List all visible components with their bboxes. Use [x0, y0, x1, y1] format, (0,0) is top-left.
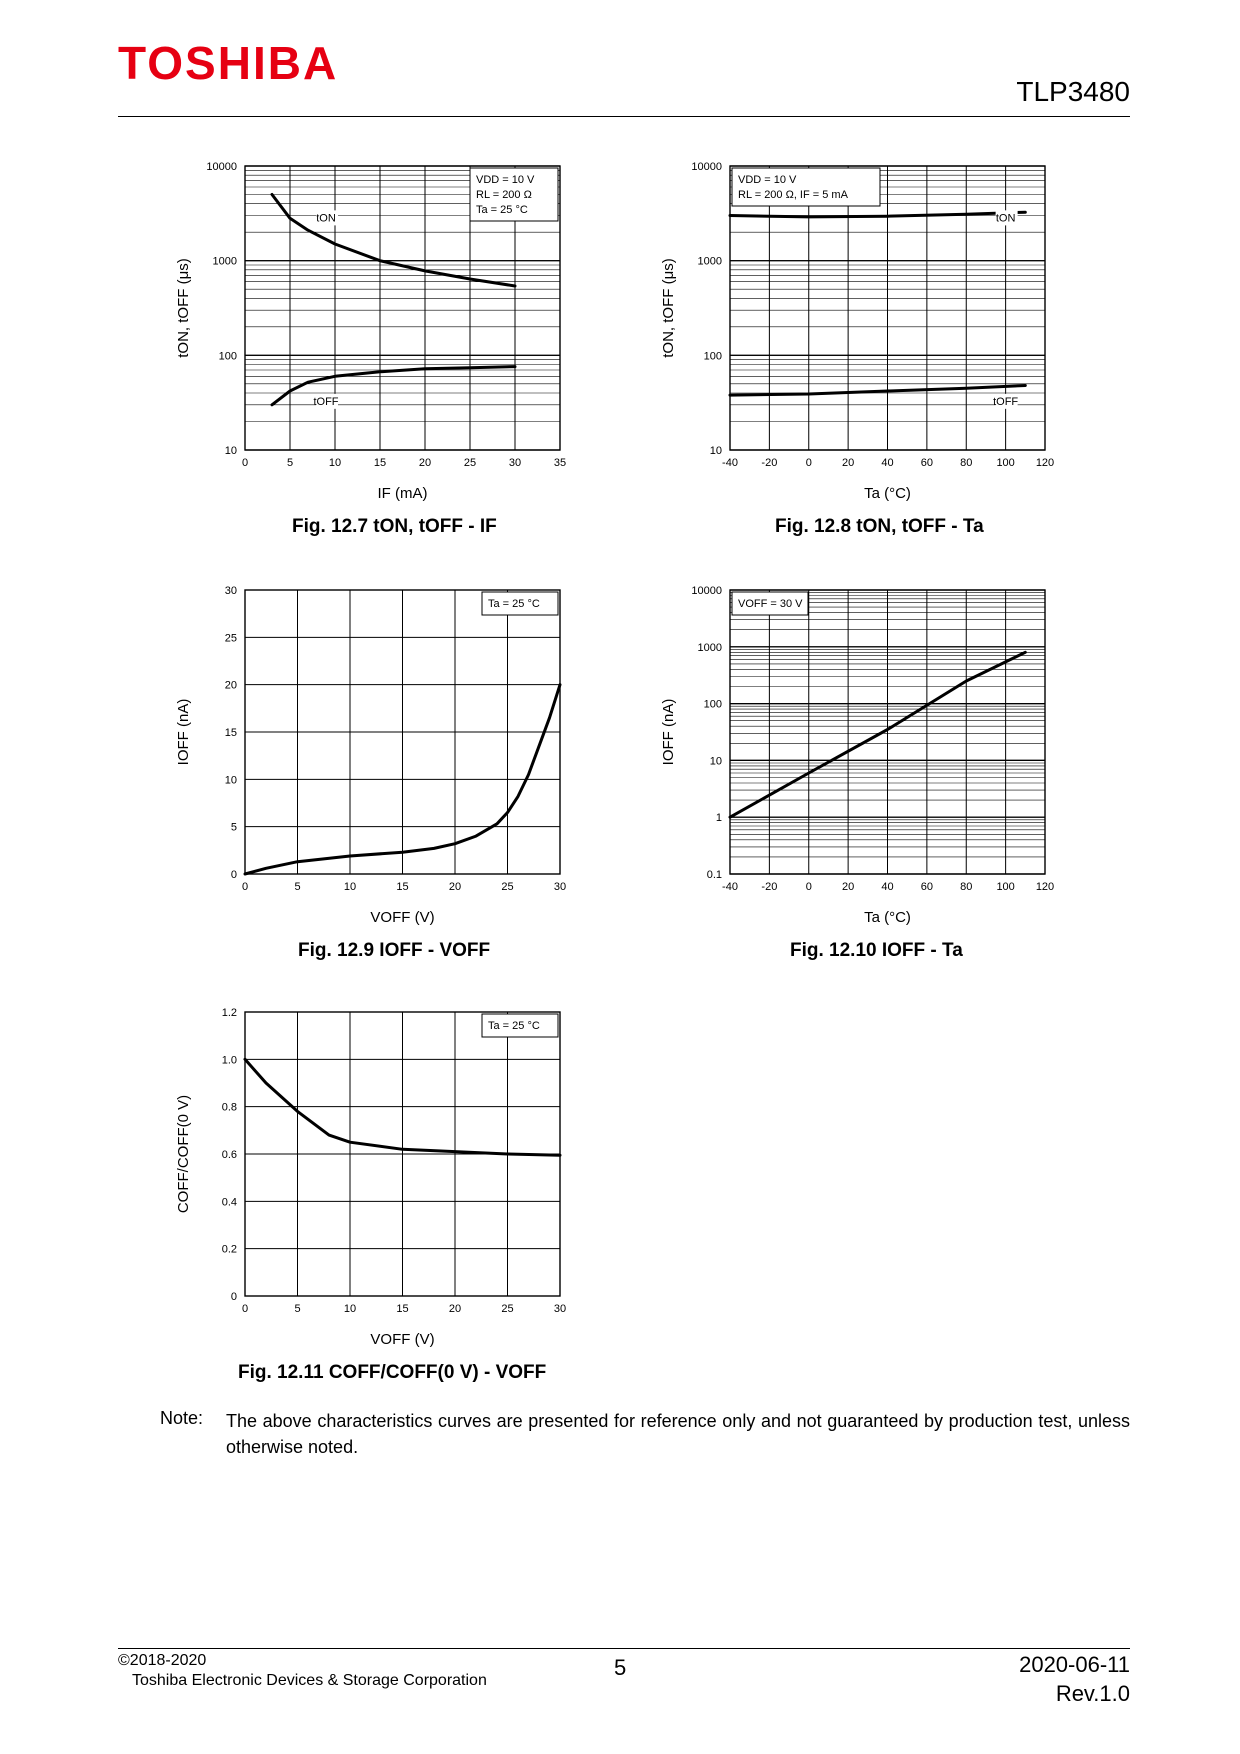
condition-text: RL = 200 Ω	[476, 189, 532, 201]
x-tick-label: 25	[463, 457, 477, 469]
y-tick-label: 1000	[212, 255, 237, 268]
y-tick-label: 1.0	[221, 1054, 237, 1067]
y-axis-label: COFF/COFF(0 V)	[175, 1094, 192, 1214]
x-tick-label: 10	[328, 457, 342, 469]
y-axis-label: tON, tOFF (μs)	[175, 258, 192, 358]
x-tick-label: 40	[881, 457, 894, 469]
y-tick-label: 100	[703, 698, 722, 711]
y-tick-label: 1000	[697, 255, 722, 268]
caption-fig-12-9: Fig. 12.9 IOFF - VOFF	[298, 940, 491, 961]
x-tick-label: 60	[920, 457, 933, 469]
x-axis-label: Ta (°C)	[864, 909, 911, 926]
x-axis-label: VOFF (V)	[370, 1331, 435, 1348]
caption-fig-12-7: Fig. 12.7 tON, tOFF - IF	[292, 516, 497, 537]
x-axis-label: VOFF (V)	[370, 909, 435, 926]
y-tick-label: 0.1	[706, 869, 722, 881]
part-number: TLP3480	[1016, 76, 1130, 107]
y-tick-label: 25	[224, 632, 237, 645]
x-tick-label: 80	[960, 881, 973, 893]
chart-fig-12-11	[160, 996, 610, 1356]
series-label: tOFF	[313, 395, 339, 408]
x-tick-label: 5	[294, 881, 301, 893]
series-line-ton	[730, 212, 1025, 217]
toshiba-logo: TOSHIBA	[118, 37, 339, 89]
y-axis-label: tON, tOFF (μs)	[660, 258, 677, 358]
x-tick-label: 25	[501, 881, 514, 893]
y-tick-label: 10000	[691, 161, 722, 173]
x-tick-label: 0	[241, 881, 249, 893]
chart-fig-12-8-svg	[645, 150, 1095, 510]
footer-company: Toshiba Electronic Devices & Storage Corporation	[132, 1672, 487, 1689]
condition-text: Ta = 25 °C	[488, 598, 540, 610]
chart-fig-12-10	[645, 574, 1095, 934]
condition-text: VDD = 10 V	[476, 174, 535, 186]
x-tick-label: 60	[920, 881, 933, 893]
y-tick-label: 1	[715, 812, 722, 825]
series-line-curve	[730, 652, 1025, 817]
series-line-toff	[272, 367, 515, 405]
y-tick-label: 0.4	[221, 1196, 237, 1209]
y-tick-label: 10	[224, 774, 237, 787]
caption-fig-12-10: Fig. 12.10 IOFF - Ta	[790, 940, 963, 961]
note-label: Note:	[160, 1408, 204, 1428]
series-label: tON	[995, 212, 1016, 225]
footer-revision: Rev.1.0	[1055, 1681, 1130, 1706]
x-tick-label: 20	[842, 881, 855, 893]
y-tick-label: 10	[709, 755, 722, 768]
y-tick-label: 20	[224, 679, 237, 692]
y-axis-label: IOFF (nA)	[660, 698, 677, 766]
y-tick-label: 0.2	[221, 1243, 237, 1256]
x-tick-label: 0	[241, 1303, 249, 1315]
x-tick-label: 20	[448, 1303, 462, 1315]
x-tick-label: 35	[553, 457, 567, 469]
x-tick-label: 5	[286, 457, 294, 469]
x-tick-label: 15	[373, 457, 387, 469]
y-tick-label: 5	[230, 821, 237, 834]
chart-fig-12-11-svg	[160, 996, 610, 1356]
header-rule	[118, 116, 1130, 117]
y-tick-label: 10	[224, 445, 237, 457]
condition-text: VDD = 10 V	[738, 174, 797, 186]
x-axis-label: IF (mA)	[377, 485, 428, 502]
y-tick-label: 10	[709, 445, 722, 457]
y-tick-label: 100	[218, 350, 237, 363]
footer-copyright: ©2018-2020	[118, 1652, 207, 1669]
x-tick-label: 100	[996, 881, 1015, 893]
x-tick-label: 20	[448, 881, 462, 893]
x-tick-label: 0	[805, 881, 812, 893]
x-tick-label: 30	[553, 881, 567, 893]
y-tick-label: 0.8	[221, 1101, 237, 1114]
x-tick-label: 0	[241, 457, 249, 469]
x-tick-label: 80	[960, 457, 973, 469]
condition-text: RL = 200 Ω, IF = 5 mA	[738, 189, 848, 201]
x-tick-label: 20	[418, 457, 432, 469]
x-tick-label: -40	[722, 881, 738, 893]
caption-fig-12-8: Fig. 12.8 tON, tOFF - Ta	[775, 516, 984, 537]
y-tick-label: 0.6	[221, 1149, 237, 1161]
condition-text: Ta = 25 °C	[476, 204, 528, 216]
y-tick-label: 100	[703, 350, 722, 363]
footer-rule	[118, 1648, 1130, 1649]
footer-date: 2020-06-11	[1019, 1652, 1130, 1677]
y-tick-label: 1.2	[221, 1007, 237, 1019]
footer-page-number: 5	[614, 1655, 627, 1680]
x-tick-label: 15	[396, 881, 409, 893]
x-tick-label: 40	[881, 881, 894, 893]
grid	[245, 590, 560, 874]
x-tick-label: 10	[343, 1303, 357, 1315]
chart-fig-12-8	[645, 150, 1095, 510]
x-tick-label: 0	[805, 457, 812, 469]
series-line-toff	[730, 386, 1025, 396]
x-tick-label: 10	[343, 881, 357, 893]
chart-fig-12-7-svg	[160, 150, 610, 510]
chart-fig-12-7	[160, 150, 610, 510]
x-tick-label: -20	[761, 881, 778, 893]
chart-fig-12-10-svg	[645, 574, 1095, 934]
x-tick-label: -20	[761, 457, 778, 469]
x-tick-label: 100	[996, 457, 1015, 469]
x-tick-label: 25	[501, 1303, 514, 1315]
chart-fig-12-9	[160, 574, 610, 934]
x-tick-label: 5	[294, 1303, 301, 1315]
chart-fig-12-9-svg	[160, 574, 610, 934]
x-tick-label: 20	[842, 457, 855, 469]
x-tick-label: 120	[1035, 881, 1055, 893]
y-tick-label: 15	[224, 727, 237, 739]
condition-text: VOFF = 30 V	[738, 598, 803, 610]
y-tick-label: 1000	[697, 641, 722, 654]
grid	[730, 590, 1045, 874]
x-tick-label: 30	[508, 457, 522, 469]
y-tick-label: 10000	[691, 585, 722, 597]
y-tick-label: 10000	[206, 161, 237, 173]
series-label: tON	[316, 212, 336, 225]
x-axis-label: Ta (°C)	[864, 485, 911, 502]
note-text: The above characteristics curves are presented for reference only and not guaranteed by production test, unless otherwise noted.	[226, 1411, 1130, 1457]
condition-text: Ta = 25 °C	[488, 1020, 540, 1032]
x-tick-label: 120	[1035, 457, 1055, 469]
x-tick-label: 30	[553, 1303, 567, 1315]
caption-fig-12-11: Fig. 12.11 COFF/COFF(0 V) - VOFF	[238, 1362, 547, 1383]
x-tick-label: -40	[722, 457, 738, 469]
series-label: tOFF	[993, 395, 1019, 408]
y-tick-label: 0	[230, 1291, 237, 1303]
x-tick-label: 15	[396, 1303, 409, 1315]
y-tick-label: 0	[230, 869, 237, 881]
y-tick-label: 30	[224, 585, 237, 597]
y-axis-label: IOFF (nA)	[175, 698, 192, 766]
